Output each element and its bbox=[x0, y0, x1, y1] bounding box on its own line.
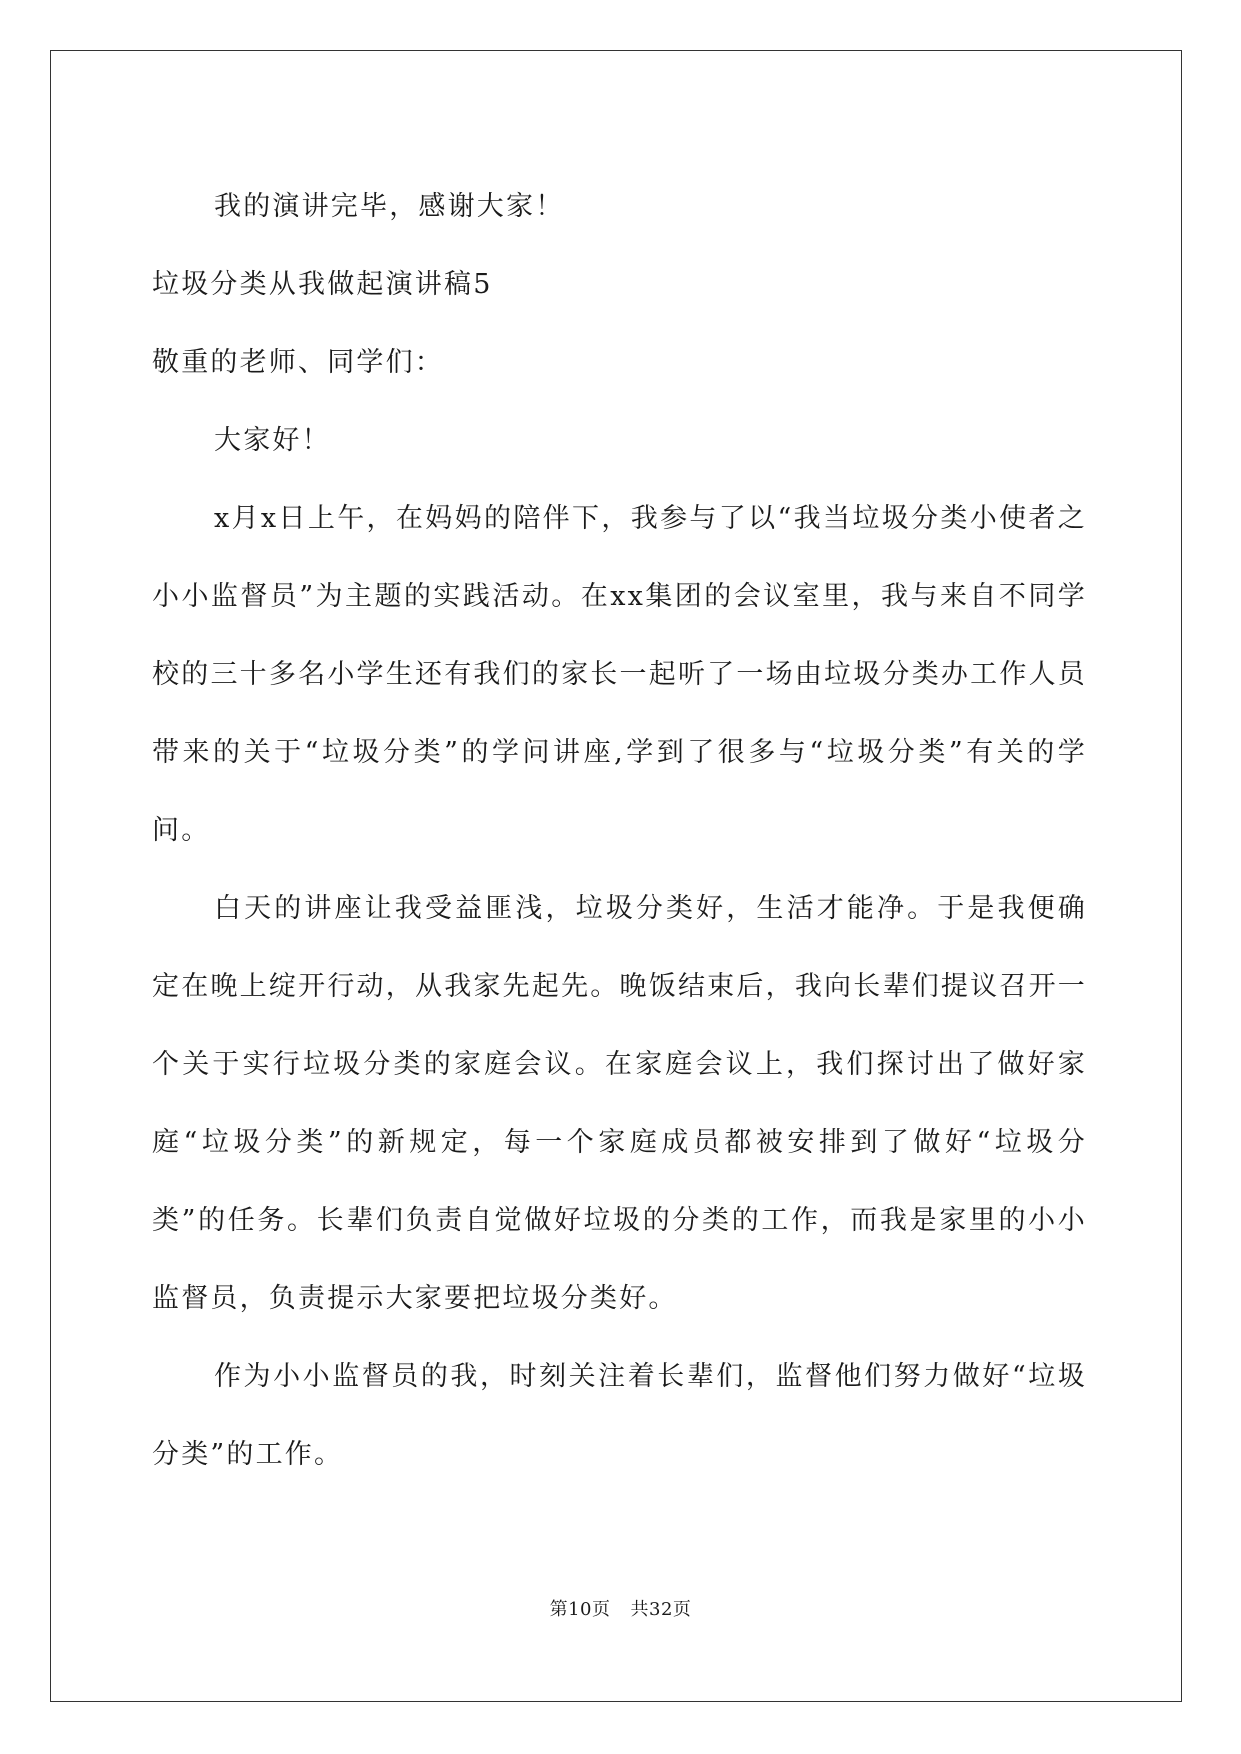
greeting: 大家好！ bbox=[214, 425, 331, 456]
page-footer bbox=[0, 1595, 1241, 1621]
paragraph-activity: x月x日上午，在妈妈的陪伴下，我参与了以“我当垃圾分类小使者之小小监督员”为主题的实践活动。在xx集团的会议室里，我与来自不同学校的三十多名小学生还有我们的家长一起听了一场由垃圾分类办工作人员带来的关于“垃圾分类”的学问讲座,学到了很多与“垃圾分类”有关的学问。 bbox=[152, 503, 1087, 846]
page-total: 共32页 bbox=[630, 1599, 692, 1620]
speech-title: 垃圾分类从我做起演讲稿5 bbox=[152, 269, 493, 300]
document-body bbox=[152, 168, 1087, 1494]
salutation: 敬重的老师、同学们： bbox=[152, 347, 444, 378]
page-number: 第10页 bbox=[549, 1599, 611, 1620]
paragraph-closing: 我的演讲完毕，感谢大家！ bbox=[214, 191, 565, 222]
paragraph-family-meeting: 白天的讲座让我受益匪浅，垃圾分类好，生活才能净。于是我便确定在晚上绽开行动，从我家先起先。晚饭结束后，我向长辈们提议召开一个关于实行垃圾分类的家庭会议。在家庭会议上，我们探讨出了做好家庭“垃圾分类”的新规定，每一个家庭成员都被安排到了做好“垃圾分类”的任务。长辈们负责自觉做好垃圾的分类的工作，而我是家里的小小监督员，负责提示大家要把垃圾分类好。 bbox=[152, 893, 1087, 1314]
paragraph-supervisor: 作为小小监督员的我，时刻关注着长辈们，监督他们努力做好“垃圾分类”的工作。 bbox=[152, 1361, 1087, 1470]
